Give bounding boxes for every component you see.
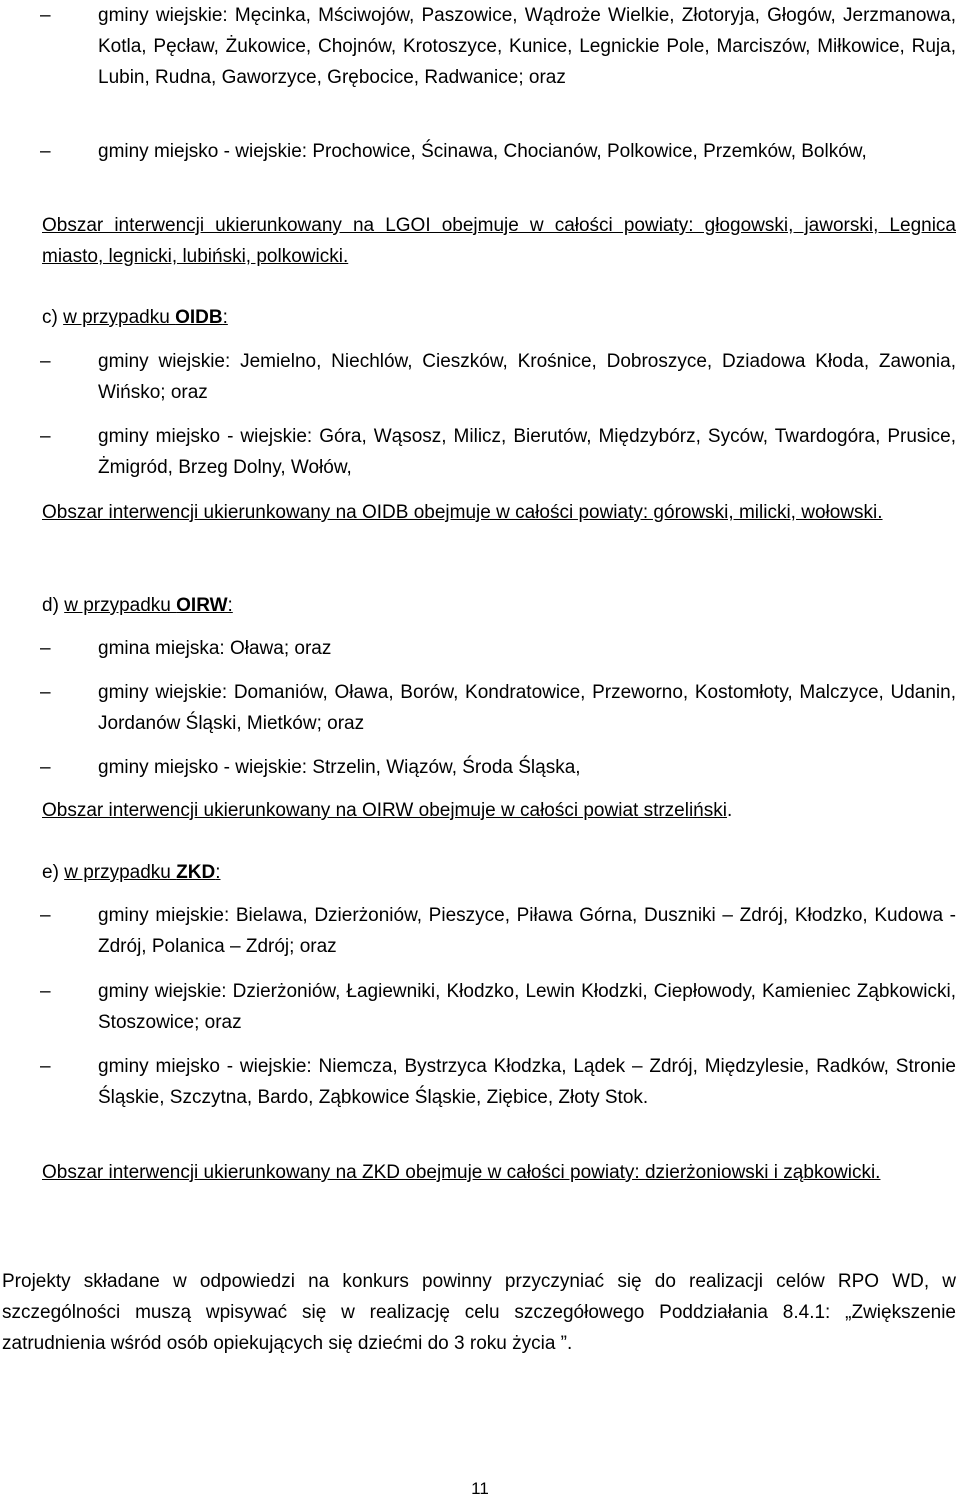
zkd-summary bbox=[42, 1157, 956, 1188]
heading-suffix: : bbox=[215, 862, 221, 883]
heading-link-text: w przypadku bbox=[64, 862, 177, 883]
summary-text: Obszar interwencji ukierunkowany na OIRW obejmuje w całości powiat strzeliński bbox=[42, 800, 727, 821]
heading-link bbox=[64, 595, 233, 616]
heading-bold: OIRW bbox=[176, 595, 228, 616]
list-item bbox=[40, 976, 956, 1038]
heading-suffix: : bbox=[222, 307, 228, 328]
list-item bbox=[40, 752, 956, 783]
list-item bbox=[40, 677, 956, 739]
heading-suffix: : bbox=[227, 595, 233, 616]
final-paragraph: Projekty składane w odpowiedzi na konkurs powinny przyczyniać się do realizacji celów RPO WD, w szczególności muszą wpisywać się w realizację celu szczegółowego Poddziałania 8.4.1: „Zwiększenie zatrudnienia wśród osób opiekujących się dziećmi do 3 roku życia ”. bbox=[2, 1271, 956, 1354]
list-item bbox=[40, 421, 956, 483]
heading-prefix: c) bbox=[42, 307, 64, 328]
section-heading-oidb bbox=[42, 302, 228, 333]
page-number: 11 bbox=[471, 1479, 489, 1498]
list-item-text: gmina miejska: Oława; oraz bbox=[98, 638, 332, 659]
list-item bbox=[40, 136, 956, 167]
summary-text: Obszar interwencji ukierunkowany na LGOI obejmuje w całości powiaty: głogowski, jaworski, Legnica miasto, legnicki, lubiński, polkowicki. bbox=[42, 215, 956, 267]
list-item bbox=[40, 1051, 956, 1113]
dash-bullet: – bbox=[40, 682, 51, 703]
list-item bbox=[40, 900, 956, 962]
lgoi-summary bbox=[42, 210, 956, 272]
summary-tail: . bbox=[726, 800, 733, 821]
list-item-text: gminy wiejskie: Męcinka, Mściwojów, Paszowice, Wądroże Wielkie, Złotoryja, Głogów, Jerzmanowa, Kotla, Pęcław, Żukowice, Chojnów, Krotoszyce, Kunice, Legnickie Pole, Marciszów, Miłkowice, Ruja, Lubin, Rudna, Gaworzyce, Grębocice, Radwanice; oraz bbox=[98, 5, 956, 88]
dash-bullet: – bbox=[40, 981, 51, 1002]
dash-bullet: – bbox=[40, 351, 51, 372]
heading-link-text: w przypadku bbox=[63, 307, 176, 328]
list-item-text: gminy wiejskie: Jemielno, Niechlów, Cieszków, Krośnice, Dobroszyce, Dziadowa Kłoda, Zawonia, Wińsko; oraz bbox=[98, 351, 956, 403]
list-item-text: gminy miejsko - wiejskie: Prochowice, Ścinawa, Chocianów, Polkowice, Przemków, Bolków, bbox=[98, 141, 867, 162]
heading-link bbox=[63, 307, 228, 328]
heading-link bbox=[64, 862, 220, 883]
list-item bbox=[40, 633, 956, 664]
heading-prefix: e) bbox=[42, 862, 65, 883]
list-item-text: gminy miejskie: Bielawa, Dzierżoniów, Pieszyce, Piława Górna, Duszniki – Zdrój, Kłodzko, Kudowa - Zdrój, Polanica – Zdrój; oraz bbox=[98, 905, 956, 957]
section-heading-zkd bbox=[42, 857, 220, 888]
list-item bbox=[40, 346, 956, 408]
list-item bbox=[40, 0, 956, 93]
heading-link-text: w przypadku bbox=[64, 595, 177, 616]
dash-bullet: – bbox=[40, 905, 51, 926]
heading-bold: ZKD bbox=[176, 862, 216, 883]
dash-bullet: – bbox=[40, 5, 51, 26]
oirw-summary bbox=[42, 795, 956, 826]
list-item-text: gminy miejsko - wiejskie: Góra, Wąsosz, Milicz, Bierutów, Międzybórz, Syców, Twardogóra, Prusice, Żmigród, Brzeg Dolny, Wołów, bbox=[98, 426, 956, 478]
dash-bullet: – bbox=[40, 638, 51, 659]
heading-prefix: d) bbox=[42, 595, 65, 616]
heading-bold: OIDB bbox=[175, 307, 223, 328]
list-item-text: gminy wiejskie: Domaniów, Oława, Borów, Kondratowice, Przeworno, Kostomłoty, Malczyce, Udanin, Jordanów Śląski, Mietków; oraz bbox=[98, 682, 956, 734]
list-item-text: gminy miejsko - wiejskie: Strzelin, Wiązów, Środa Śląska, bbox=[98, 757, 581, 778]
section-heading-oirw bbox=[42, 590, 233, 621]
summary-text: Obszar interwencji ukierunkowany na OIDB obejmuje w całości powiaty: górowski, milicki, wołowski. bbox=[42, 502, 883, 523]
list-item-text: gminy miejsko - wiejskie: Niemcza, Bystrzyca Kłodzka, Lądek – Zdrój, Międzylesie, Radków, Stronie Śląskie, Szczytna, Bardo, Ząbkowice Śląskie, Ziębice, Złoty Stok. bbox=[98, 1056, 956, 1108]
dash-bullet: – bbox=[40, 141, 51, 162]
dash-bullet: – bbox=[40, 757, 51, 778]
dash-bullet: – bbox=[40, 1056, 51, 1077]
oidb-summary bbox=[42, 497, 956, 528]
dash-bullet: – bbox=[40, 426, 51, 447]
summary-text: Obszar interwencji ukierunkowany na ZKD obejmuje w całości powiaty: dzierżoniowski i ząbkowicki. bbox=[42, 1162, 881, 1183]
list-item-text: gminy wiejskie: Dzierżoniów, Łagiewniki, Kłodzko, Lewin Kłodzki, Ciepłowody, Kamieniec Ząbkowicki, Stoszowice; oraz bbox=[98, 981, 956, 1033]
